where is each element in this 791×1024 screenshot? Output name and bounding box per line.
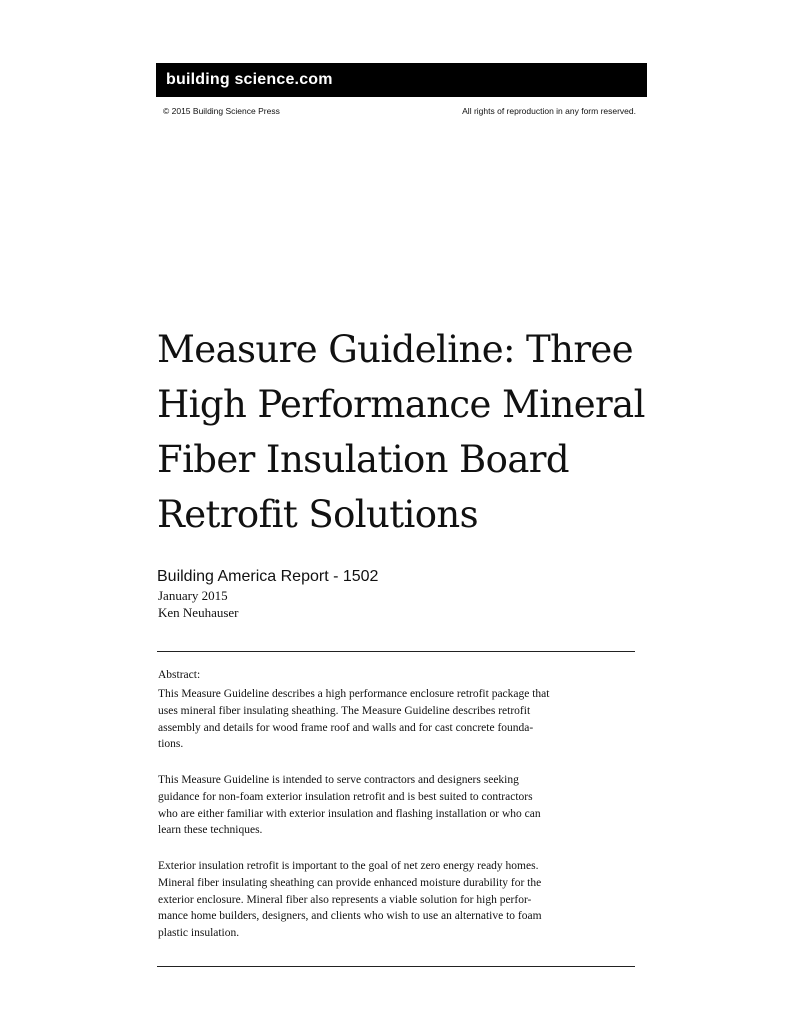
abstract-line: assembly and details for wood frame roof and walls and for cast concrete founda- (158, 721, 534, 734)
document-title (157, 322, 657, 542)
abstract-paragraph (158, 772, 636, 839)
report-author: Ken Neuhauser (158, 605, 239, 620)
rights-text: All rights of reproduction in any form reserved. (462, 106, 636, 116)
abstract-label: Abstract: (158, 669, 201, 681)
abstract-line: tions. (158, 738, 184, 751)
copyright-text: © 2015 Building Science Press (163, 106, 280, 116)
title-line: Measure Guideline: Three (157, 328, 634, 371)
abstract-line: This Measure Guideline describes a high performance enclosure retrofit package that (158, 688, 550, 700)
divider-bottom (157, 966, 635, 967)
abstract-line: learn these techniques. (158, 824, 263, 837)
divider-top (157, 651, 635, 652)
title-line: High Performance Mineral (157, 383, 645, 426)
abstract-line: exterior enclosure. Mineral fiber also represents a viable solution for high perfor- (158, 893, 532, 906)
title-line: Retrofit Solutions (157, 493, 479, 536)
site-banner (156, 63, 647, 97)
abstract-line: guidance for non-foam exterior insulation retrofit and is best suited to contractors (158, 790, 533, 803)
site-name: building science.com (166, 71, 333, 88)
report-date: January 2015 (158, 588, 228, 603)
abstract-line: plastic insulation. (158, 927, 240, 940)
report-number: Building America Report - 1502 (157, 568, 379, 585)
abstract-line: This Measure Guideline is intended to serve contractors and designers seeking (158, 774, 519, 786)
copyright-row (163, 104, 636, 118)
title-line: Fiber Insulation Board (157, 438, 569, 481)
abstract-line: mance home builders, designers, and clients who wish to use an alternative to foam (158, 910, 542, 923)
abstract-paragraph (158, 858, 636, 942)
abstract-line: Exterior insulation retrofit is important to the goal of net zero energy ready homes. (158, 860, 539, 872)
abstract-paragraph (158, 686, 636, 753)
abstract-line: uses mineral fiber insulating sheathing. The Measure Guideline describes retrofit (158, 704, 531, 717)
abstract-line: who are either familiar with exterior insulation and flashing installation or who can (158, 807, 541, 820)
abstract-line: Mineral fiber insulating sheathing can provide enhanced moisture durability for the (158, 876, 542, 889)
